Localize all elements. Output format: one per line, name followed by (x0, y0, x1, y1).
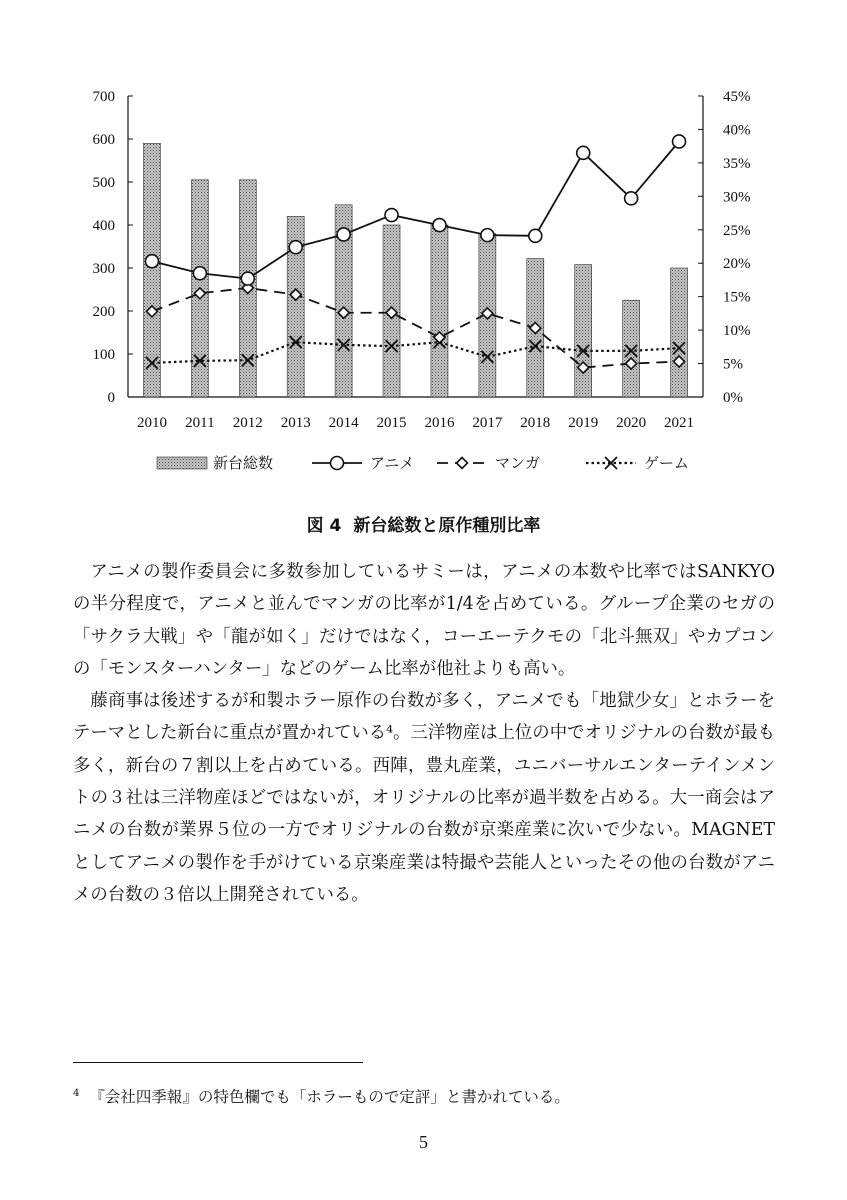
x-tick-label: 2011 (185, 415, 215, 431)
x-tick-label: 2012 (232, 415, 263, 431)
right-tick-label: 30% (723, 189, 751, 206)
x-tick-label: 2021 (664, 415, 695, 431)
bar-2021 (671, 268, 688, 397)
left-tick-label: 200 (92, 304, 115, 320)
footnote-mark: 4 (73, 1087, 80, 1099)
legend-marker-アニメ (331, 457, 344, 470)
line-series-group (145, 135, 685, 373)
right-tick-label: 40% (723, 122, 751, 139)
figure-caption-text: 新台総数と原作種別比率 (353, 516, 541, 536)
line-ゲーム (152, 342, 679, 363)
body-text (73, 556, 775, 911)
point-アニメ-2014 (337, 228, 350, 241)
chart-legend (157, 455, 689, 472)
right-tick-label: 10% (723, 323, 751, 340)
footnote (73, 1085, 570, 1107)
left-tick-label: 300 (92, 261, 115, 277)
right-tick-label: 5% (723, 356, 743, 373)
point-アニメ-2013 (289, 241, 302, 254)
left-tick-label: 0 (107, 390, 115, 406)
legend-label-ゲーム: ゲーム (644, 456, 690, 472)
figure-number: 図 4 (306, 516, 342, 536)
point-アニメ-2017 (481, 229, 494, 242)
bar-2016 (431, 225, 448, 397)
point-アニメ-2020 (625, 192, 638, 205)
x-tick-label: 2017 (472, 415, 503, 431)
x-tick-label: 2016 (424, 415, 455, 431)
legend-swatch-bar (157, 457, 207, 469)
right-tick-label: 0% (723, 390, 743, 406)
line-アニメ (152, 141, 679, 278)
x-tick-label: 2019 (568, 415, 599, 431)
left-tick-label: 700 (92, 89, 115, 105)
line-マンガ (152, 288, 679, 368)
footnote-divider (73, 1062, 363, 1063)
point-アニメ-2021 (673, 135, 686, 148)
page-number: 5 (419, 1132, 428, 1152)
paragraph-1: アニメの製作委員会に多数参加しているサミーは，アニメの本数や比率ではSANKYOの半分程度で，アニメと並んでマンガの比率が1/4を占めている。グループ企業のセガの「サクラ大戦」や「龍が如く」だけではなく，コーエーテクモの「北斗無双」やカプコンの「モンスターハンター」などのゲーム比率が他社よりも高い。 (73, 562, 775, 679)
left-tick-label: 400 (92, 218, 115, 234)
chart (0, 0, 847, 490)
bar-2010 (143, 143, 160, 397)
legend-label-アニメ: アニメ (370, 456, 415, 472)
right-tick-label: 20% (723, 256, 751, 273)
point-アニメ-2012 (241, 272, 254, 285)
right-tick-label: 15% (723, 289, 751, 306)
point-アニメ-2019 (577, 146, 590, 159)
point-アニメ-2010 (145, 255, 158, 268)
paragraph-2: 藤商事は後述するが和製ホラー原作の台数が多く，アニメでも「地獄少女」とホラーをテーマとした新台に重点が置かれている⁴。三洋物産は上位の中でオリジナルの台数が最も多く，新台の７割以上を占めている。西陣，豊丸産業，ユニバーサルエンターテインメントの３社は三洋物産ほどではないが，オリジナルの比率が過半数を占める。大一商会はアニメの台数が業界５位の一方でオリジナルの台数が京楽産業に次いで少ない。MAGNETとしてアニメの製作を手がけている京楽産業は特撮や芸能人といったその他の台数がアニメの台数の３倍以上開発されている。 (73, 691, 775, 905)
point-アニメ-2016 (433, 219, 446, 232)
bar-2019 (575, 265, 592, 397)
bar-series-group (143, 143, 687, 397)
point-アニメ-2015 (385, 209, 398, 222)
x-tick-label: 2010 (136, 415, 167, 431)
x-tick-label: 2013 (280, 415, 311, 431)
bar-2020 (623, 300, 640, 397)
x-tick-label: 2020 (616, 415, 647, 431)
right-tick-label: 45% (723, 89, 751, 105)
left-tick-label: 100 (92, 347, 115, 363)
legend-label-bar: 新台総数 (213, 456, 274, 472)
legend-label-マンガ: マンガ (495, 456, 541, 472)
x-tick-label: 2018 (520, 415, 551, 431)
point-アニメ-2011 (193, 267, 206, 280)
right-tick-label: 35% (723, 155, 751, 172)
x-tick-label: 2015 (376, 415, 407, 431)
x-tick-label: 2014 (328, 415, 359, 431)
left-tick-label: 600 (92, 132, 115, 148)
legend-marker-マンガ (457, 458, 468, 469)
point-アニメ-2018 (529, 229, 542, 242)
left-tick-label: 500 (92, 175, 115, 191)
footnote-text: 『会社四季報』の特色欄でも「ホラーもので定評」と書かれている。 (89, 1088, 570, 1106)
figure-caption (0, 511, 847, 536)
right-tick-label: 25% (723, 222, 751, 239)
